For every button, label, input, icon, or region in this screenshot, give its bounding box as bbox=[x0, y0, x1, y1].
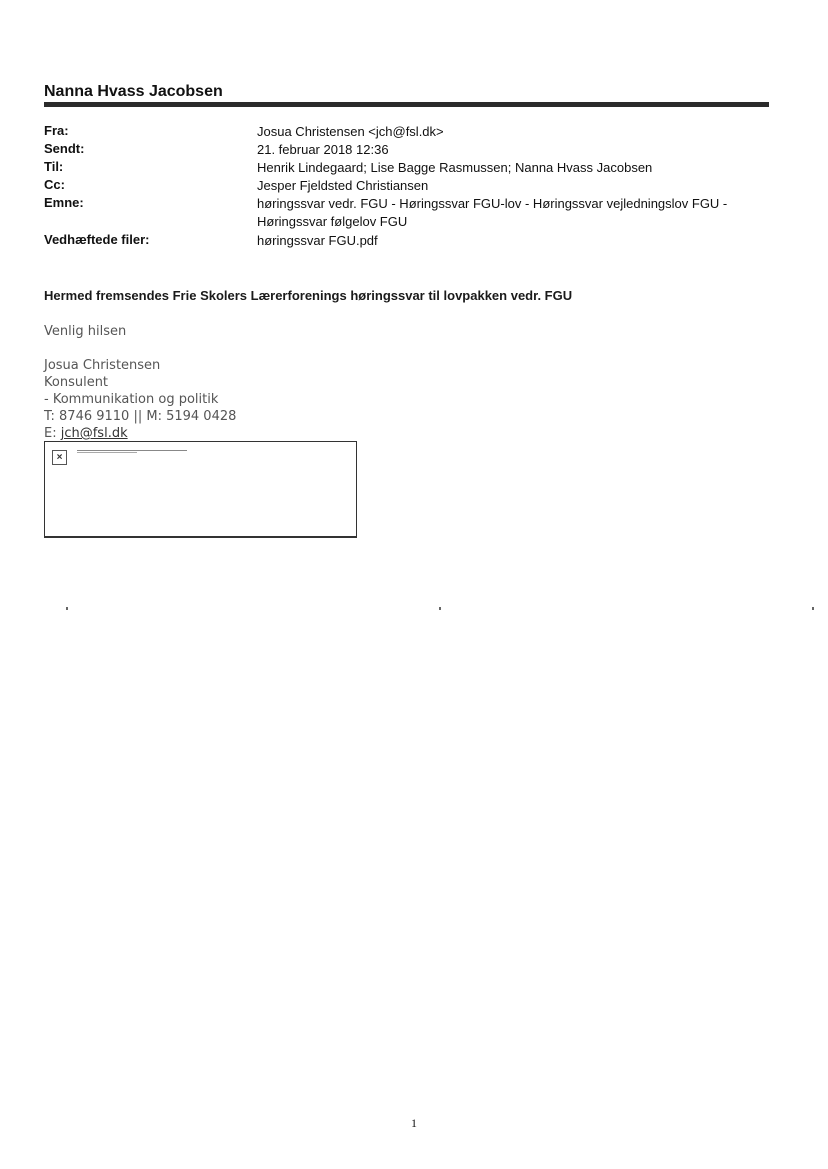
page-number: 1 bbox=[411, 1116, 417, 1130]
scan-speck bbox=[439, 607, 441, 610]
email-body: Hermed fremsendes Frie Skolers Lærerforenings høringssvar til lovpakken vedr. FGU bbox=[44, 288, 573, 303]
signature-email-line bbox=[44, 426, 128, 441]
field-value-sent: 21. februar 2018 12:36 bbox=[257, 142, 389, 157]
scan-speck bbox=[66, 607, 68, 610]
field-label-from: Fra: bbox=[44, 123, 69, 138]
field-label-to: Til: bbox=[44, 159, 64, 174]
signature-department: - Kommunikation og politik bbox=[44, 392, 219, 407]
field-value-cc: Jesper Fjeldsted Christiansen bbox=[257, 178, 429, 193]
field-value-to: Henrik Lindegaard; Lise Bagge Rasmussen; Nanna Hvass Jacobsen bbox=[257, 160, 653, 175]
embedded-image-placeholder bbox=[44, 441, 357, 538]
signature-title: Konsulent bbox=[44, 375, 109, 390]
field-label-sent: Sendt: bbox=[44, 141, 85, 156]
image-alt-text bbox=[77, 450, 187, 451]
signature-name: Josua Christensen bbox=[44, 358, 161, 373]
field-label-attachments: Vedhæftede filer: bbox=[44, 232, 150, 247]
signature-email-prefix: E: bbox=[44, 426, 61, 441]
header-rule bbox=[44, 102, 769, 107]
owner-name: Nanna Hvass Jacobsen bbox=[44, 83, 223, 100]
signature-phones: T: 8746 9110 || M: 5194 0428 bbox=[44, 409, 237, 424]
field-value-subject: høringssvar vedr. FGU - Høringssvar FGU-lov - Høringssvar vejledningslov FGU - Høringssvar følgelov FGU bbox=[257, 196, 728, 229]
signature-greeting: Venlig hilsen bbox=[44, 324, 127, 339]
scan-speck bbox=[812, 607, 814, 610]
signature-email-link[interactable]: jch@fsl.dk bbox=[60, 426, 128, 441]
field-label-subject: Emne: bbox=[44, 195, 84, 210]
field-label-cc: Cc: bbox=[44, 177, 65, 192]
field-value-from: Josua Christensen <jch@fsl.dk> bbox=[257, 124, 444, 139]
image-alt-text-2 bbox=[77, 452, 137, 453]
field-value-attachments[interactable]: høringssvar FGU.pdf bbox=[257, 233, 378, 248]
broken-image-icon: × bbox=[52, 450, 67, 465]
